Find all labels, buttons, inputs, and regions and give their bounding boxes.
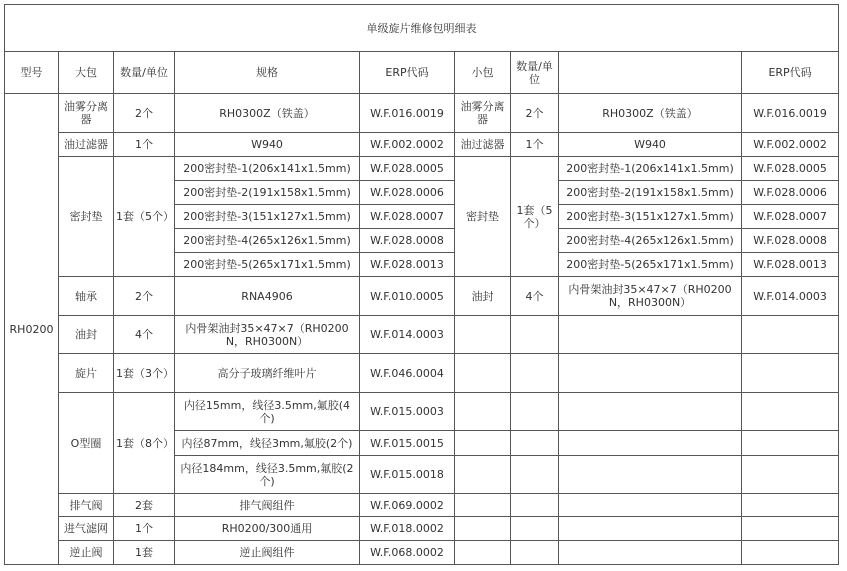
big-pack-qty: 2个: [114, 94, 175, 133]
table-row: [5, 541, 839, 565]
big-pack-name: 旋片: [59, 354, 114, 393]
big-pack-name: O型圈: [59, 393, 114, 494]
big-pack-spec: 排气阀组件: [175, 494, 360, 517]
empty-cell: [455, 316, 511, 354]
small-pack-qty: 2个: [511, 94, 559, 133]
big-pack-qty: 2个: [114, 277, 175, 316]
empty-cell: [559, 431, 742, 456]
table-row: [5, 277, 839, 316]
empty-cell: [511, 494, 559, 517]
table-row: [5, 517, 839, 541]
empty-cell: [455, 456, 511, 494]
small-pack-spec: 200密封垫-3(151x127x1.5mm): [559, 205, 742, 229]
big-pack-erp: W.F.018.0002: [360, 517, 455, 541]
empty-cell: [559, 456, 742, 494]
big-pack-erp: W.F.028.0008: [360, 229, 455, 253]
big-pack-erp: W.F.002.0002: [360, 133, 455, 157]
big-pack-qty: 1个: [114, 517, 175, 541]
empty-cell: [742, 517, 839, 541]
big-pack-spec: 内径15mm，线径3.5mm,氟胶(4个): [175, 393, 360, 431]
empty-cell: [742, 494, 839, 517]
big-pack-erp: W.F.028.0005: [360, 157, 455, 181]
small-pack-name: 油过滤器: [455, 133, 511, 157]
header-spec: 规格: [175, 52, 360, 94]
big-pack-spec: 内骨架油封35×47×7（RH0200N，RH0300N）: [175, 316, 360, 354]
header-model: 型号: [5, 52, 59, 94]
big-pack-erp: W.F.028.0007: [360, 205, 455, 229]
empty-cell: [559, 494, 742, 517]
header-small-erp: ERP代码: [742, 52, 839, 94]
big-pack-erp: W.F.015.0018: [360, 456, 455, 494]
big-pack-qty: 2套: [114, 494, 175, 517]
small-pack-erp: W.F.014.0003: [742, 277, 839, 316]
model-cell: RH0200: [5, 94, 59, 565]
big-pack-spec: 逆止阀组件: [175, 541, 360, 565]
table-row: [5, 494, 839, 517]
big-pack-spec: 200密封垫-2(191x158x1.5mm): [175, 181, 360, 205]
big-pack-spec: RH0200/300通用: [175, 517, 360, 541]
small-pack-spec: W940: [559, 133, 742, 157]
table-row: [5, 316, 839, 354]
big-pack-name: 油雾分离器: [59, 94, 114, 133]
big-pack-name: 油过滤器: [59, 133, 114, 157]
big-pack-qty: 1套: [114, 541, 175, 565]
big-pack-name: 逆止阀: [59, 541, 114, 565]
empty-cell: [455, 494, 511, 517]
big-pack-spec: W940: [175, 133, 360, 157]
table-row: [5, 354, 839, 393]
big-pack-erp: W.F.068.0002: [360, 541, 455, 565]
table-title: 单级旋片维修包明细表: [5, 5, 839, 52]
big-pack-spec: 高分子玻璃纤维叶片: [175, 354, 360, 393]
small-pack-erp: W.F.016.0019: [742, 94, 839, 133]
header-small-spec: [559, 52, 742, 94]
big-pack-name: 油封: [59, 316, 114, 354]
table-row: [5, 393, 839, 431]
big-pack-erp: W.F.010.0005: [360, 277, 455, 316]
empty-cell: [511, 541, 559, 565]
empty-cell: [559, 541, 742, 565]
big-pack-qty: 4个: [114, 316, 175, 354]
empty-cell: [455, 393, 511, 431]
small-pack-qty: 1个: [511, 133, 559, 157]
repair-kit-table: [4, 4, 839, 565]
small-pack-erp: W.F.028.0013: [742, 253, 839, 277]
small-pack-spec: RH0300Z（铁盖）: [559, 94, 742, 133]
big-pack-erp: W.F.046.0004: [360, 354, 455, 393]
empty-cell: [511, 316, 559, 354]
small-pack-erp: W.F.002.0002: [742, 133, 839, 157]
empty-cell: [742, 316, 839, 354]
small-pack-erp: W.F.028.0006: [742, 181, 839, 205]
small-pack-spec: 内骨架油封35×47×7（RH0200N，RH0300N）: [559, 277, 742, 316]
big-pack-qty: 1套（3个）: [114, 354, 175, 393]
empty-cell: [559, 393, 742, 431]
table-row: [5, 157, 839, 181]
big-pack-erp: W.F.016.0019: [360, 94, 455, 133]
small-pack-spec: 200密封垫-2(191x158x1.5mm): [559, 181, 742, 205]
small-pack-spec: 200密封垫-4(265x126x1.5mm): [559, 229, 742, 253]
empty-cell: [559, 517, 742, 541]
small-pack-qty: 1套（5个）: [511, 157, 559, 277]
big-pack-qty: 1个: [114, 133, 175, 157]
big-pack-name: 轴承: [59, 277, 114, 316]
small-pack-spec: 200密封垫-1(206x141x1.5mm): [559, 157, 742, 181]
big-pack-spec: 内径184mm，线径3.5mm,氟胶(2个): [175, 456, 360, 494]
big-pack-erp: W.F.015.0003: [360, 393, 455, 431]
small-pack-erp: W.F.028.0007: [742, 205, 839, 229]
empty-cell: [559, 354, 742, 393]
big-pack-qty: 1套（8个）: [114, 393, 175, 494]
empty-cell: [742, 431, 839, 456]
small-pack-name: 油封: [455, 277, 511, 316]
header-qty-unit: 数量/单位: [114, 52, 175, 94]
big-pack-name: 密封垫: [59, 157, 114, 277]
small-pack-qty: 4个: [511, 277, 559, 316]
header-erp: ERP代码: [360, 52, 455, 94]
big-pack-name: 进气滤网: [59, 517, 114, 541]
big-pack-spec: RH0300Z（铁盖）: [175, 94, 360, 133]
big-pack-erp: W.F.015.0015: [360, 431, 455, 456]
header-row: [5, 52, 839, 94]
empty-cell: [455, 541, 511, 565]
small-pack-erp: W.F.028.0008: [742, 229, 839, 253]
table-row: [5, 133, 839, 157]
empty-cell: [511, 393, 559, 431]
big-pack-spec: 200密封垫-5(265x171x1.5mm): [175, 253, 360, 277]
empty-cell: [455, 431, 511, 456]
small-pack-erp: W.F.028.0005: [742, 157, 839, 181]
big-pack-spec: 200密封垫-3(151x127x1.5mm): [175, 205, 360, 229]
empty-cell: [511, 456, 559, 494]
small-pack-spec: 200密封垫-5(265x171x1.5mm): [559, 253, 742, 277]
empty-cell: [455, 354, 511, 393]
empty-cell: [511, 354, 559, 393]
big-pack-erp: W.F.028.0006: [360, 181, 455, 205]
empty-cell: [511, 517, 559, 541]
big-pack-qty: 1套（5个）: [114, 157, 175, 277]
small-pack-name: 油雾分离器: [455, 94, 511, 133]
empty-cell: [455, 517, 511, 541]
empty-cell: [742, 541, 839, 565]
big-pack-spec: RNA4906: [175, 277, 360, 316]
empty-cell: [559, 316, 742, 354]
big-pack-spec: 200密封垫-4(265x126x1.5mm): [175, 229, 360, 253]
empty-cell: [511, 431, 559, 456]
big-pack-spec: 200密封垫-1(206x141x1.5mm): [175, 157, 360, 181]
big-pack-erp: W.F.069.0002: [360, 494, 455, 517]
big-pack-name: 排气阀: [59, 494, 114, 517]
header-big-pack: 大包: [59, 52, 114, 94]
table-row: [5, 94, 839, 133]
small-pack-name: 密封垫: [455, 157, 511, 277]
big-pack-spec: 内径87mm，线径3mm,氟胶(2个): [175, 431, 360, 456]
empty-cell: [742, 393, 839, 431]
big-pack-erp: W.F.028.0013: [360, 253, 455, 277]
header-small-pack: 小包: [455, 52, 511, 94]
big-pack-erp: W.F.014.0003: [360, 316, 455, 354]
empty-cell: [742, 354, 839, 393]
empty-cell: [742, 456, 839, 494]
header-small-qty-unit: 数量/单位: [511, 52, 559, 94]
